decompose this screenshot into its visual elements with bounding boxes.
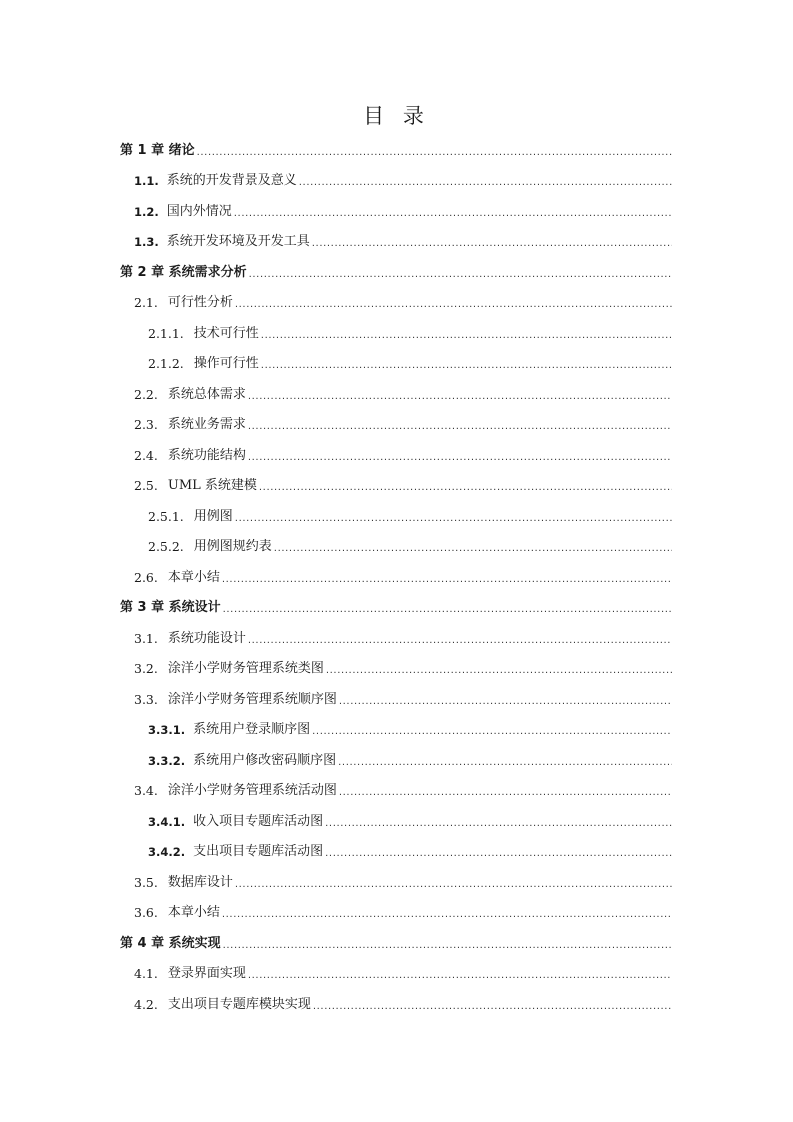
dot-leader xyxy=(299,170,672,196)
toc-entry[interactable] xyxy=(120,959,672,990)
dot-leader xyxy=(248,414,672,440)
toc-entry-number: 3.5. xyxy=(134,874,158,890)
toc-entry[interactable] xyxy=(120,440,672,471)
toc-entry[interactable] xyxy=(120,898,672,929)
dot-leader xyxy=(261,323,672,349)
toc-entry-title: 系统用户修改密码顺序图 xyxy=(193,752,337,768)
toc-entry-number: 2.5.2. xyxy=(148,539,184,554)
toc-entry-number: 2.6. xyxy=(134,569,158,585)
toc-entry-title: 数据库设计 xyxy=(167,874,233,890)
dot-leader xyxy=(259,475,672,501)
toc-entry[interactable] xyxy=(120,349,672,380)
toc-entry-title: 系统开发环境及开发工具 xyxy=(166,234,310,249)
toc-entry[interactable] xyxy=(120,623,672,654)
toc-entry[interactable] xyxy=(120,257,672,288)
toc-entry-title: 本章小结 xyxy=(167,905,220,920)
dot-leader xyxy=(235,506,672,532)
dot-leader xyxy=(223,933,672,959)
toc-entry-number: 3.1. xyxy=(134,630,158,646)
toc-entry-title: 操作可行性 xyxy=(193,356,259,371)
dot-leader xyxy=(325,811,672,837)
dot-leader xyxy=(312,231,672,257)
dot-leader xyxy=(248,963,672,989)
toc-entry-title: 系统功能结构 xyxy=(167,447,246,463)
dot-leader xyxy=(326,658,672,684)
toc-entry-number: 2.1. xyxy=(134,295,158,310)
toc-entry-title: 第 2 章 系统需求分析 xyxy=(120,264,247,280)
toc-entry-number: 2.3. xyxy=(134,417,158,432)
toc-entry-title: 支出项目专题库活动图 xyxy=(193,844,324,859)
toc-entry-number: 1.3. xyxy=(134,235,159,249)
toc-entry-number: 3.2. xyxy=(134,661,158,676)
toc-entry[interactable] xyxy=(120,501,672,532)
page-title: 目 录 xyxy=(363,104,430,128)
toc-entry-title: 系统用户登录顺序图 xyxy=(193,722,311,737)
dot-leader xyxy=(248,445,672,471)
toc-entry[interactable] xyxy=(120,715,672,746)
toc-entry-title: 登录界面实现 xyxy=(167,966,246,981)
toc-entry-title: UML 系统建模 xyxy=(167,478,257,493)
toc-entry[interactable] xyxy=(120,745,672,776)
toc-entry-number: 3.3.2. xyxy=(148,753,186,768)
dot-leader xyxy=(313,994,672,1020)
toc-entry[interactable] xyxy=(120,288,672,319)
toc-entry-number: 3.4. xyxy=(134,783,158,798)
dot-leader xyxy=(312,719,672,745)
toc-entry-title: 系统总体需求 xyxy=(167,386,246,402)
toc-entry-number: 2.2. xyxy=(134,386,158,402)
dot-leader xyxy=(249,262,672,288)
dot-leader xyxy=(339,689,672,715)
toc-entry-number: 2.1.2. xyxy=(148,356,184,371)
toc-entry[interactable] xyxy=(120,562,672,593)
dot-leader xyxy=(248,628,672,654)
toc-entry[interactable] xyxy=(120,471,672,502)
toc-entry-title: 支出项目专题库模块实现 xyxy=(167,996,311,1012)
toc-entry-title: 涂洋小学财务管理系统顺序图 xyxy=(167,691,337,707)
toc-entry-title: 用例图规约表 xyxy=(193,539,272,554)
toc-entry[interactable] xyxy=(120,776,672,807)
toc-entry-title: 第 3 章 系统设计 xyxy=(120,600,221,615)
toc-entry-number: 2.5. xyxy=(134,478,158,493)
dot-leader xyxy=(339,780,672,806)
dot-leader xyxy=(325,841,672,867)
toc-entry-number: 1.2. xyxy=(134,204,159,219)
table-of-contents xyxy=(120,135,672,1020)
toc-entry-title: 涂洋小学财务管理系统类图 xyxy=(167,661,324,676)
toc-entry-title: 国内外情况 xyxy=(166,203,232,219)
toc-entry-title: 本章小结 xyxy=(167,569,220,585)
toc-entry-title: 系统功能设计 xyxy=(167,630,246,646)
dot-leader xyxy=(222,567,672,593)
dot-leader xyxy=(234,201,672,227)
toc-entry[interactable] xyxy=(120,196,672,227)
toc-entry[interactable] xyxy=(120,989,672,1020)
dot-leader xyxy=(274,536,672,562)
toc-entry-title: 涂洋小学财务管理系统活动图 xyxy=(167,783,337,798)
toc-entry[interactable] xyxy=(120,135,672,166)
toc-entry-title: 第 4 章 系统实现 xyxy=(120,935,221,951)
toc-entry[interactable] xyxy=(120,227,672,258)
dot-leader xyxy=(338,750,672,776)
toc-entry-number: 2.5.1. xyxy=(148,508,184,524)
toc-entry-title: 技术可行性 xyxy=(193,325,259,341)
dot-leader xyxy=(223,597,672,623)
toc-entry-title: 第 1 章 绪论 xyxy=(120,142,195,158)
dot-leader xyxy=(235,292,672,318)
toc-entry-title: 系统的开发背景及意义 xyxy=(166,173,297,188)
toc-entry[interactable] xyxy=(120,410,672,441)
toc-entry-title: 收入项目专题库活动图 xyxy=(193,813,324,829)
toc-entry[interactable] xyxy=(120,837,672,868)
toc-entry-number: 3.4.1. xyxy=(148,814,186,829)
toc-entry-number: 3.6. xyxy=(134,905,158,920)
toc-entry-title: 用例图 xyxy=(193,508,233,524)
toc-entry[interactable] xyxy=(120,806,672,837)
dot-leader xyxy=(197,140,672,166)
toc-entry-number: 3.3.1. xyxy=(148,723,186,737)
toc-entry-number: 4.1. xyxy=(134,966,158,981)
toc-entry[interactable] xyxy=(120,593,672,624)
toc-entry-number: 1.1. xyxy=(134,174,159,188)
toc-entry-title: 可行性分析 xyxy=(167,295,233,310)
toc-entry[interactable] xyxy=(120,684,672,715)
toc-entry[interactable] xyxy=(120,532,672,563)
toc-entry[interactable] xyxy=(120,318,672,349)
toc-entry[interactable] xyxy=(120,928,672,959)
dot-leader xyxy=(222,902,672,928)
toc-entry[interactable] xyxy=(120,166,672,197)
dot-leader xyxy=(261,353,672,379)
dot-leader xyxy=(248,384,672,410)
toc-entry[interactable] xyxy=(120,867,672,898)
toc-entry-number: 2.4. xyxy=(134,447,158,463)
toc-entry[interactable] xyxy=(120,654,672,685)
toc-entry-number: 4.2. xyxy=(134,996,158,1012)
toc-entry-number: 3.3. xyxy=(134,691,158,707)
toc-entry-number: 3.4.2. xyxy=(148,845,186,859)
toc-entry-number: 2.1.1. xyxy=(148,325,184,341)
dot-leader xyxy=(235,872,672,898)
toc-entry[interactable] xyxy=(120,379,672,410)
toc-entry-title: 系统业务需求 xyxy=(167,417,246,432)
